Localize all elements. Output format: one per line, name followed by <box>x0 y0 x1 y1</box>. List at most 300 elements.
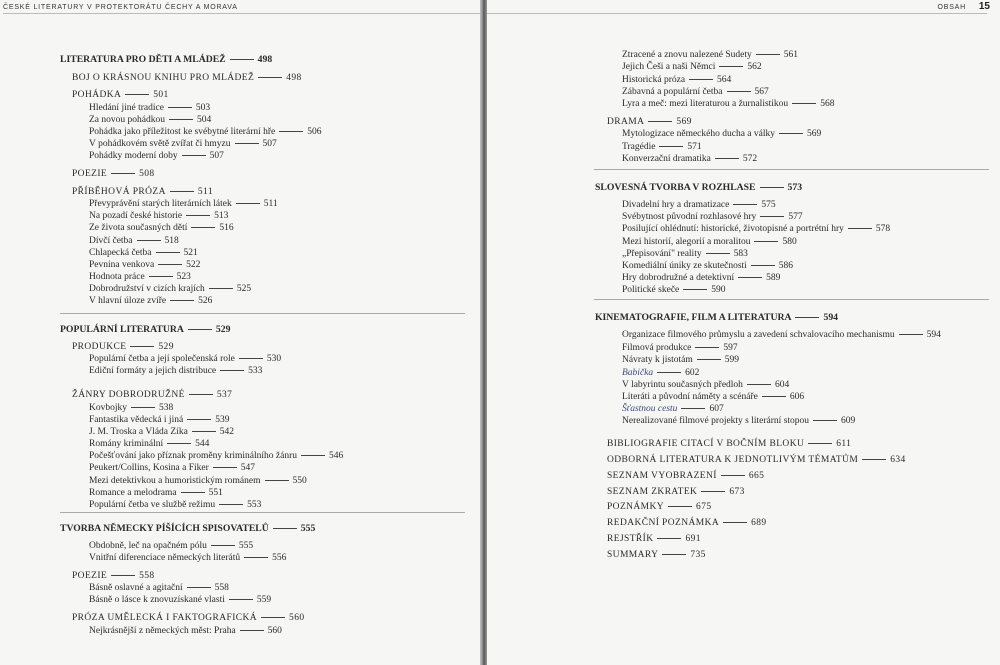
toc-page-number: 553 <box>247 500 262 510</box>
toc-subentry <box>622 404 724 415</box>
toc-page-number: 498 <box>257 54 273 65</box>
toc-entry-title: Mezi historií, alegorií a moralitou <box>622 237 751 247</box>
toc-page-number: 508 <box>139 169 155 179</box>
leader-dash <box>170 300 194 301</box>
toc-chapter-entry <box>72 571 155 582</box>
toc-page-number: 546 <box>329 451 344 461</box>
toc-page-number: 525 <box>236 284 252 294</box>
toc-page-number: 556 <box>272 553 287 563</box>
section-rule <box>60 512 465 513</box>
toc-page-number: 542 <box>219 427 235 437</box>
section-rule <box>594 169 989 170</box>
leader-dash <box>211 545 235 546</box>
toc-entry-title: Filmová produkce <box>622 343 692 353</box>
leader-dash <box>689 79 713 80</box>
leader-dash <box>186 215 210 216</box>
section-rule <box>60 313 465 314</box>
toc-subentry <box>89 151 224 162</box>
toc-subentry <box>89 403 173 414</box>
toc-subentry <box>89 199 278 210</box>
toc-entry-title: Romance a melodrama <box>89 488 177 498</box>
toc-subentry <box>622 285 726 296</box>
toc-entry-title: Babička <box>622 368 654 378</box>
leader-dash <box>657 538 681 539</box>
leader-dash <box>187 587 211 588</box>
toc-subentry <box>89 439 209 450</box>
toc-subentry <box>89 500 261 511</box>
toc-subentry <box>89 476 307 487</box>
toc-entry-title: V hlavní úloze zvíře <box>89 296 167 306</box>
toc-page-number: 691 <box>685 534 701 544</box>
leader-dash <box>899 334 923 335</box>
leader-dash <box>727 91 751 92</box>
leader-dash <box>701 491 725 492</box>
toc-page-number: 555 <box>238 541 254 551</box>
toc-chapter-entry <box>607 439 851 450</box>
toc-page-number: 589 <box>766 273 781 283</box>
section-rule <box>594 299 989 300</box>
toc-section-entry <box>60 54 272 65</box>
toc-entry-title: POPULÁRNÍ LITERATURA <box>60 324 184 335</box>
toc-subentry <box>89 626 282 637</box>
toc-subentry <box>89 595 271 606</box>
leader-dash <box>697 359 721 360</box>
toc-page-number: 533 <box>248 366 263 376</box>
toc-page-number: 562 <box>747 62 762 72</box>
toc-page-number: 564 <box>717 75 732 85</box>
toc-page-number: 568 <box>820 99 835 109</box>
toc-entry-title: POEZIE <box>72 571 108 581</box>
toc-page-number: 522 <box>186 260 201 270</box>
toc-chapter-entry <box>72 187 213 198</box>
toc-entry-title: Hry dobrodružné a detektivní <box>622 273 735 283</box>
toc-subentry <box>89 463 255 474</box>
toc-page-number: 590 <box>711 285 726 295</box>
toc-page-number: 518 <box>164 236 179 246</box>
toc-subentry <box>622 99 834 110</box>
running-head: ČESKÉ LITERATURY V PROTEKTORÁTU ČECHY A MORAVA <box>3 4 238 11</box>
toc-entry-title: SEZNAM VYOBRAZENÍ <box>607 471 717 481</box>
toc-page-number: 609 <box>841 416 856 426</box>
toc-subentry <box>89 296 212 307</box>
toc-subentry <box>622 62 762 73</box>
toc-subentry <box>622 142 702 153</box>
toc-chapter-entry <box>607 455 906 466</box>
toc-subentry <box>89 366 262 377</box>
toc-entry-title: Básně oslavné a agitační <box>89 583 183 593</box>
toc-page-number: 523 <box>176 272 191 282</box>
leader-dash <box>779 133 803 134</box>
toc-page-number: 607 <box>709 404 724 414</box>
toc-entry-title: Převyprávění starých literárních látek <box>89 199 232 209</box>
toc-entry-title: PRÓZA UMĚLECKÁ I FAKTOGRAFICKÁ <box>72 613 258 623</box>
toc-entry-title: Ediční formáty a jejich distribuce <box>89 366 217 376</box>
leader-dash <box>192 431 216 432</box>
toc-page-number: 583 <box>733 249 748 259</box>
toc-entry-title: REDAKČNÍ POZNÁMKA <box>607 518 720 528</box>
toc-entry-title: Divadelní hry a dramatizace <box>622 200 730 210</box>
toc-chapter-entry <box>72 613 305 624</box>
toc-page-number: 580 <box>782 237 797 247</box>
toc-page-number: 673 <box>729 487 745 497</box>
toc-entry-title: Literáti a původní náměty a scénáře <box>622 392 758 402</box>
toc-subentry <box>622 224 890 235</box>
toc-subentry <box>89 541 253 552</box>
toc-subentry <box>622 200 776 211</box>
toc-page-number: 602 <box>685 368 700 378</box>
leader-dash <box>209 288 233 289</box>
leader-dash <box>659 146 683 147</box>
toc-subentry <box>622 380 789 391</box>
toc-page-number: 594 <box>926 330 941 340</box>
toc-subentry <box>622 249 748 260</box>
leader-dash <box>168 107 192 108</box>
toc-chapter-entry <box>72 73 302 84</box>
leader-dash <box>258 77 282 78</box>
toc-page-number: 537 <box>216 390 233 400</box>
toc-chapter-entry <box>607 502 712 513</box>
toc-entry-title: Kovbojky <box>89 403 127 413</box>
toc-page-number: 504 <box>197 115 212 125</box>
toc-subentry <box>89 553 286 564</box>
leader-dash <box>229 599 253 600</box>
toc-page-number: 555 <box>300 523 316 534</box>
toc-page-number: 501 <box>153 90 169 100</box>
toc-page-number: 507 <box>262 139 277 149</box>
leader-dash <box>187 419 211 420</box>
toc-page-number: 569 <box>676 117 692 127</box>
header-rule <box>487 13 987 14</box>
toc-chapter-entry <box>607 471 764 482</box>
toc-page-number: 594 <box>823 312 838 323</box>
toc-subentry <box>89 583 229 594</box>
toc-page-number: 558 <box>139 571 155 581</box>
leader-dash <box>191 227 215 228</box>
toc-subentry <box>89 223 234 234</box>
leader-dash <box>240 630 264 631</box>
toc-chapter-entry <box>72 90 169 101</box>
leader-dash <box>188 329 212 330</box>
leader-dash <box>723 522 747 523</box>
toc-entry-title: PŘÍBĚHOVÁ PRÓZA <box>72 187 166 197</box>
leader-dash <box>149 276 173 277</box>
toc-section-entry <box>60 324 230 335</box>
toc-entry-title: Obdobně, leč na opačném pólu <box>89 541 207 551</box>
toc-subentry <box>622 343 738 354</box>
toc-page-number: 575 <box>761 200 776 210</box>
toc-entry-title: Tragédie <box>622 142 656 152</box>
toc-chapter-entry <box>72 169 155 180</box>
toc-page-number: 569 <box>807 129 822 139</box>
header-rule <box>3 13 480 14</box>
toc-entry-title: DRAMA <box>607 117 645 127</box>
toc-subentry <box>89 488 223 499</box>
toc-page-number: 597 <box>723 343 738 353</box>
toc-chapter-entry <box>607 518 767 529</box>
leader-dash <box>721 475 745 476</box>
toc-entry-title: Politické skeče <box>622 285 680 295</box>
toc-entry-title: BIBLIOGRAFIE CITACÍ V BOČNÍM BLOKU <box>607 439 805 449</box>
toc-page-number: 547 <box>240 463 256 473</box>
toc-entry-title: Ztracené a znovu nalezené Sudety <box>622 50 752 60</box>
toc-page-number: 511 <box>197 187 213 197</box>
leader-dash <box>131 407 155 408</box>
toc-subentry <box>622 87 769 98</box>
toc-entry-title: SEZNAM ZKRATEK <box>607 487 698 497</box>
toc-page-number: 498 <box>286 73 302 83</box>
toc-entry-title: Komediální úniky ze skutečnosti <box>622 261 747 271</box>
toc-page-number: 529 <box>158 342 174 352</box>
leader-dash <box>695 347 719 348</box>
toc-subentry <box>89 284 251 295</box>
toc-page-number: 560 <box>289 613 305 623</box>
leader-dash <box>220 370 244 371</box>
toc-page-number: 507 <box>209 151 224 161</box>
leader-dash <box>265 480 289 481</box>
toc-entry-title: Pohádka jako příležitost ke svébytné literární hře <box>89 127 276 137</box>
leader-dash <box>230 59 254 60</box>
leader-dash <box>125 94 149 95</box>
leader-dash <box>182 155 206 156</box>
toc-entry-title: Nerealizované filmové projekty s literární stopou <box>622 416 810 426</box>
leader-dash <box>662 554 686 555</box>
toc-page-number: 526 <box>198 296 213 306</box>
toc-entry-title: Peukert/Collins, Kosina a Fiker <box>89 463 209 473</box>
leader-dash <box>751 265 775 266</box>
toc-page-number: 506 <box>307 127 322 137</box>
toc-entry-title: Nejkrásnější z německých měst: Praha <box>89 626 236 636</box>
leader-dash <box>156 252 180 253</box>
toc-section-entry <box>595 312 838 323</box>
leader-dash <box>813 420 837 421</box>
toc-entry-title: Organizace filmového průmyslu a zavedení schvalovacího mechanismu <box>622 330 895 340</box>
toc-entry-title: Jejich Češi a naši Němci <box>622 62 716 72</box>
toc-entry-title: SLOVESNÁ TVORBA V ROZHLASE <box>595 182 756 193</box>
toc-page-number: 503 <box>195 103 211 113</box>
toc-subentry <box>89 115 211 126</box>
leader-dash <box>137 240 161 241</box>
leader-dash <box>189 394 213 395</box>
toc-entry-title: ŽÁNRY DOBRODRUŽNÉ <box>72 390 185 400</box>
toc-entry-title: Na pozadí české historie <box>89 211 183 221</box>
toc-page-number: 606 <box>789 392 805 402</box>
toc-entry-title: KINEMATOGRAFIE, FILM A LITERATURA <box>595 312 792 323</box>
toc-entry-title: Svébytnost původní rozhlasové hry <box>622 212 757 222</box>
toc-section-entry <box>595 182 802 193</box>
toc-page-number: 516 <box>219 223 234 233</box>
toc-subentry <box>622 212 803 223</box>
toc-page-number: 665 <box>748 471 765 481</box>
toc-chapter-entry <box>607 487 745 498</box>
leader-dash <box>683 289 707 290</box>
toc-page-number: 572 <box>742 154 758 164</box>
toc-entry-title: Pohádky moderní doby <box>89 151 178 161</box>
toc-entry-title: Hodnota práce <box>89 272 145 282</box>
leader-dash <box>273 528 297 529</box>
leader-dash <box>111 173 135 174</box>
toc-entry-title: Populární četba a její společenská role <box>89 354 235 364</box>
leader-dash <box>111 575 135 576</box>
toc-entry-title: Šťastnou cestu <box>622 404 678 414</box>
toc-entry-title: Mytologizace německého ducha a války <box>622 129 775 139</box>
toc-page-number: 560 <box>267 626 282 636</box>
toc-entry-title: Počešťování jako příznak proměny kriminálního žánru <box>89 451 297 461</box>
toc-entry-title: Básně o lásce k znovuzískané vlasti <box>89 595 225 605</box>
toc-entry-title: ODBORNÁ LITERATURA K JEDNOTLIVÝM TÉMATŮM <box>607 455 859 465</box>
leader-dash <box>657 372 681 373</box>
toc-subentry <box>89 451 343 462</box>
toc-subentry <box>622 50 798 61</box>
toc-subentry <box>622 416 855 427</box>
toc-entry-title: „Přepisování" reality <box>622 249 702 259</box>
leader-dash <box>738 277 762 278</box>
leader-dash <box>261 617 285 618</box>
toc-page-number: 578 <box>875 224 891 234</box>
toc-subentry <box>622 273 780 284</box>
toc-page-number: 577 <box>788 212 803 222</box>
toc-entry-title: Romány kriminální <box>89 439 164 449</box>
leader-dash <box>213 467 237 468</box>
toc-page-number: 559 <box>256 595 272 605</box>
leader-dash <box>169 119 193 120</box>
toc-subentry <box>89 354 281 365</box>
toc-section-entry <box>60 523 315 534</box>
leader-dash <box>719 66 743 67</box>
leader-dash <box>668 506 692 507</box>
leader-dash <box>733 204 757 205</box>
toc-page-number: 586 <box>778 261 794 271</box>
leader-dash <box>219 504 243 505</box>
toc-entry-title: Chlapecká četba <box>89 248 152 258</box>
toc-page-number: 513 <box>214 211 229 221</box>
leader-dash <box>681 408 705 409</box>
leader-dash <box>648 121 672 122</box>
toc-subentry <box>622 368 699 379</box>
toc-page-number: 735 <box>690 550 706 560</box>
toc-entry-title: Dobrodružství v cizích krajích <box>89 284 205 294</box>
toc-page-number: 538 <box>159 403 174 413</box>
toc-page-number: 604 <box>774 380 790 390</box>
toc-entry-title: V pohádkovém světě zvířat či hmyzu <box>89 139 231 149</box>
leader-dash <box>848 228 872 229</box>
toc-subentry <box>89 248 198 259</box>
toc-entry-title: Ze života současných dětí <box>89 223 188 233</box>
leader-dash <box>795 317 819 318</box>
toc-entry-title: Posilující ohlédnutí: historické, životopisné a portrétní hry <box>622 224 844 234</box>
book-gutter <box>480 0 487 665</box>
toc-subentry <box>622 237 797 248</box>
toc-entry-title: V labyrintu současných předloh <box>622 380 743 390</box>
toc-page-number: 634 <box>890 455 906 465</box>
page-number: 15 <box>978 1 990 12</box>
toc-subentry <box>89 236 179 247</box>
toc-entry-title: Lyra a meč: mezi literaturou a žurnalistikou <box>622 99 789 109</box>
toc-chapter-entry <box>607 534 701 545</box>
leader-dash <box>130 346 154 347</box>
leader-dash <box>754 241 778 242</box>
toc-page-number: 558 <box>214 583 229 593</box>
leader-dash <box>808 443 832 444</box>
toc-entry-title: SUMMARY <box>607 550 659 560</box>
leader-dash <box>236 203 260 204</box>
toc-entry-title: Pevnina venkova <box>89 260 155 270</box>
leader-dash <box>301 455 325 456</box>
toc-subentry <box>89 211 228 222</box>
toc-subentry <box>622 154 757 165</box>
toc-subentry <box>89 427 234 438</box>
toc-chapter-entry <box>72 342 174 353</box>
toc-subentry <box>89 272 191 283</box>
leader-dash <box>747 384 771 385</box>
leader-dash <box>792 103 816 104</box>
leader-dash <box>158 264 182 265</box>
toc-page-number: 567 <box>754 87 769 97</box>
leader-dash <box>181 492 205 493</box>
toc-page-number: 561 <box>783 50 799 60</box>
leader-dash <box>239 358 263 359</box>
toc-entry-title: Zábavná a populární četba <box>622 87 723 97</box>
toc-page-number: 530 <box>266 354 282 364</box>
leader-dash <box>760 187 784 188</box>
toc-page-number: 529 <box>215 324 231 335</box>
toc-entry-title: POZNÁMKY <box>607 502 665 512</box>
leader-dash <box>279 131 303 132</box>
right-page <box>487 0 1000 665</box>
leader-dash <box>706 253 730 254</box>
toc-subentry <box>622 261 793 272</box>
toc-entry-title: BOJ O KRÁSNOU KNIHU PRO MLÁDEŽ <box>72 73 255 83</box>
leader-dash <box>715 158 739 159</box>
toc-page-number: 599 <box>724 355 739 365</box>
toc-entry-title: Vnitřní diferenciace německých literátů <box>89 553 241 563</box>
toc-page-number: 689 <box>751 518 767 528</box>
toc-chapter-entry <box>607 550 706 561</box>
toc-entry-title: Konverzační dramatika <box>622 154 711 164</box>
running-head: OBSAH <box>937 4 966 11</box>
toc-page-number: 511 <box>263 199 278 209</box>
leader-dash <box>862 459 886 460</box>
leader-dash <box>235 143 259 144</box>
toc-entry-title: J. M. Troska a Vláda Zíka <box>89 427 188 437</box>
toc-chapter-entry <box>72 390 232 401</box>
toc-subentry <box>622 75 731 86</box>
toc-page-number: 573 <box>787 182 803 193</box>
leader-dash <box>170 191 194 192</box>
leader-dash <box>167 443 191 444</box>
toc-entry-title: Za novou pohádkou <box>89 115 165 125</box>
toc-subentry <box>622 330 941 341</box>
toc-entry-title: PRODUKCE <box>72 342 127 352</box>
toc-subentry <box>89 103 210 114</box>
toc-entry-title: Mezi detektivkou a humoristickým románem <box>89 476 261 486</box>
toc-page-number: 539 <box>215 415 230 425</box>
toc-page-number: 611 <box>836 439 852 449</box>
toc-entry-title: LITERATURA PRO DĚTI A MLÁDEŽ <box>60 54 226 65</box>
toc-subentry <box>622 355 739 366</box>
toc-subentry <box>622 129 821 140</box>
toc-entry-title: TVORBA NĚMECKY PÍŠÍCÍCH SPISOVATELŮ <box>60 523 269 534</box>
toc-entry-title: Dívčí četba <box>89 236 133 246</box>
toc-entry-title: Populární četba ve službě režimu <box>89 500 216 510</box>
toc-entry-title: Hledání jiné tradice <box>89 103 164 113</box>
toc-chapter-entry <box>607 117 692 128</box>
leader-dash <box>762 396 786 397</box>
toc-entry-title: REJSTŘÍK <box>607 534 654 544</box>
leader-dash <box>756 54 780 55</box>
toc-page-number: 550 <box>292 476 307 486</box>
toc-subentry <box>89 127 322 138</box>
toc-entry-title: Fantastika vědecká i jiná <box>89 415 184 425</box>
